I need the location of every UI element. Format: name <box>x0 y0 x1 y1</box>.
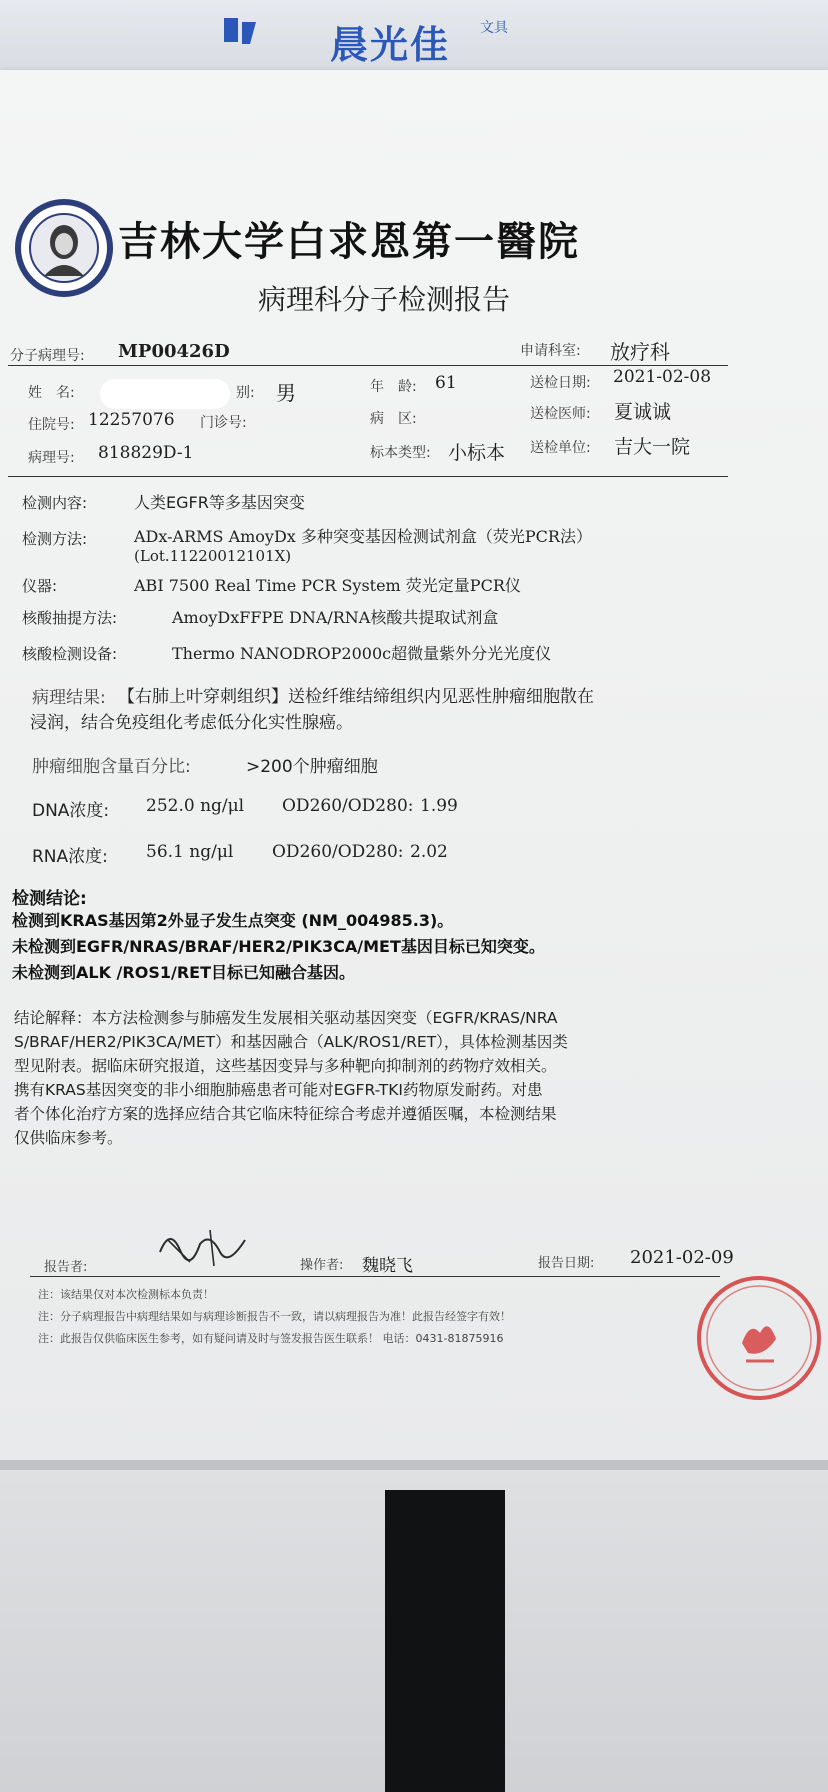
method-lot: (Lot.11220012101X) <box>134 547 292 565</box>
interpretation-line5: 者个体化治疗方案的选择应结合其它临床特征综合考虑并遵循医嘱，本检测结果 <box>14 1105 557 1123</box>
redacted-name <box>100 379 230 409</box>
department: 放疗科 <box>610 340 670 364</box>
pathology-no: 818829D-1 <box>98 443 194 463</box>
rna-label: RNA浓度: <box>32 847 108 867</box>
ward-label: 病 区: <box>370 411 417 427</box>
hospital-seal-icon <box>694 1273 824 1403</box>
interpretation-line4: 携有KRAS基因突变的非小细胞肺癌患者可能对EGFR-TKI药物原发耐药。对患 <box>14 1081 543 1099</box>
instrument-label: 仪器: <box>22 577 58 595</box>
report-date: 2021-02-09 <box>630 1247 734 1268</box>
hospital-logo-icon <box>14 198 114 298</box>
rna-od: 2.02 <box>410 842 448 862</box>
interpretation-line2: S/BRAF/HER2/PIK3CA/MET）和基因融合（ALK/ROS1/RET），具体检测基因类 <box>14 1033 568 1051</box>
name-label: 姓 名: <box>28 385 75 401</box>
hospital-name: 吉林大学白求恩第一醫院 <box>118 218 580 265</box>
rna-od-label: OD260/OD280: <box>272 842 404 862</box>
age: 61 <box>435 373 457 393</box>
divider-line <box>30 1276 720 1277</box>
unit: 吉大一院 <box>614 436 691 458</box>
gender-label: 别: <box>236 385 255 401</box>
device-label: 核酸检测设备: <box>22 645 118 663</box>
conclusion-line3: 未检测到ALK /ROS1/RET目标已知融合基因。 <box>12 963 355 982</box>
department-label: 申请科室: <box>520 343 581 359</box>
molecular-no: MP00426D <box>118 341 230 362</box>
note-3: 注：此报告仅供临床医生参考，如有疑问请及时与签发报告医生联系！ 电话：0431-81875916 <box>38 1332 504 1345</box>
dna-od-label: OD260/OD280: <box>282 796 414 816</box>
unit-label: 送检单位: <box>530 440 591 456</box>
submit-date: 2021-02-08 <box>613 367 712 387</box>
stationery-brand-suffix: 文具 <box>480 20 508 36</box>
instrument: ABI 7500 Real Time PCR System 荧光定量PCR仪 <box>134 576 521 595</box>
method: ADx-ARMS AmoyDx 多种突变基因检测试剂盒（荧光PCR法） <box>134 527 592 546</box>
background-dark-strip <box>385 1490 505 1792</box>
rna-value: 56.1 ng/μl <box>146 842 234 862</box>
operator: 魏晓飞 <box>362 1256 413 1276</box>
inpatient-no: 12257076 <box>88 410 175 430</box>
divider-line <box>8 476 728 477</box>
report-title: 病理科分子检测报告 <box>258 283 511 316</box>
specimen-label: 标本类型: <box>370 445 431 461</box>
outpatient-label: 门诊号: <box>200 415 247 431</box>
stationery-brand: 晨光佳 <box>330 23 451 67</box>
doctor: 夏诚诚 <box>614 401 672 423</box>
device: Thermo NANODROP2000c超微量紫外分光光度仪 <box>172 644 552 663</box>
conclusion-line1: 检测到KRAS基因第2外显子发生点突变 (NM_004985.3)。 <box>12 911 454 930</box>
interpretation-line1: 结论解释：本方法检测参与肺癌发生发展相关驱动基因突变（EGFR/KRAS/NRA <box>14 1009 558 1027</box>
reporter-label: 报告者: <box>44 1260 88 1275</box>
dna-od: 1.99 <box>420 796 458 816</box>
specimen: 小标本 <box>448 442 506 464</box>
report-date-label: 报告日期: <box>538 1256 595 1271</box>
tumor-percent-label: 肿瘤细胞含量百分比: <box>32 757 191 777</box>
inpatient-label: 住院号: <box>28 417 75 433</box>
interpretation-line6: 仅供临床参考。 <box>14 1129 123 1147</box>
operator-label: 操作者: <box>300 1258 344 1273</box>
age-label: 年 龄: <box>370 379 417 395</box>
pathology-result-line2: 浸润，结合免疫组化考虑低分化实性腺癌。 <box>30 713 353 733</box>
doctor-label: 送检医师: <box>530 406 591 422</box>
molecular-no-label: 分子病理号: <box>10 348 85 364</box>
method-label: 检测方法: <box>22 530 88 548</box>
conclusion-title: 检测结论: <box>12 889 87 909</box>
divider-line <box>8 365 728 366</box>
stationery-logo-icon <box>220 12 260 52</box>
submit-date-label: 送检日期: <box>530 375 591 391</box>
note-2: 注：分子病理报告中病理结果如与病理诊断报告不一致，请以病理报告为准！此报告经签字有效！ <box>38 1310 511 1323</box>
extraction-label: 核酸抽提方法: <box>22 609 118 627</box>
pathology-result-line1: 【右肺上叶穿刺组织】送检纤维结缔组织内见恶性肿瘤细胞散在 <box>118 687 594 707</box>
gender: 男 <box>276 381 296 405</box>
interpretation-line3: 型见附表。据临床研究报道，这些基因变异与多种靶向抑制剂的药物疗效相关。 <box>14 1057 557 1075</box>
extraction: AmoyDxFFPE DNA/RNA核酸共提取试剂盒 <box>172 608 499 627</box>
content-label: 检测内容: <box>22 494 88 512</box>
tumor-percent-value: >200个肿瘤细胞 <box>246 757 378 777</box>
reporter-signature-icon <box>150 1222 260 1272</box>
pathology-result-label: 病理结果: <box>32 688 106 708</box>
dna-value: 252.0 ng/μl <box>146 796 245 816</box>
pathology-no-label: 病理号: <box>28 450 75 466</box>
conclusion-line2: 未检测到EGFR/NRAS/BRAF/HER2/PIK3CA/MET基因目标已知突变。 <box>12 937 545 956</box>
note-1: 注：该结果仅对本次检测标本负责！ <box>38 1288 214 1301</box>
dna-label: DNA浓度: <box>32 801 110 821</box>
content: 人类EGFR等多基因突变 <box>134 493 305 512</box>
